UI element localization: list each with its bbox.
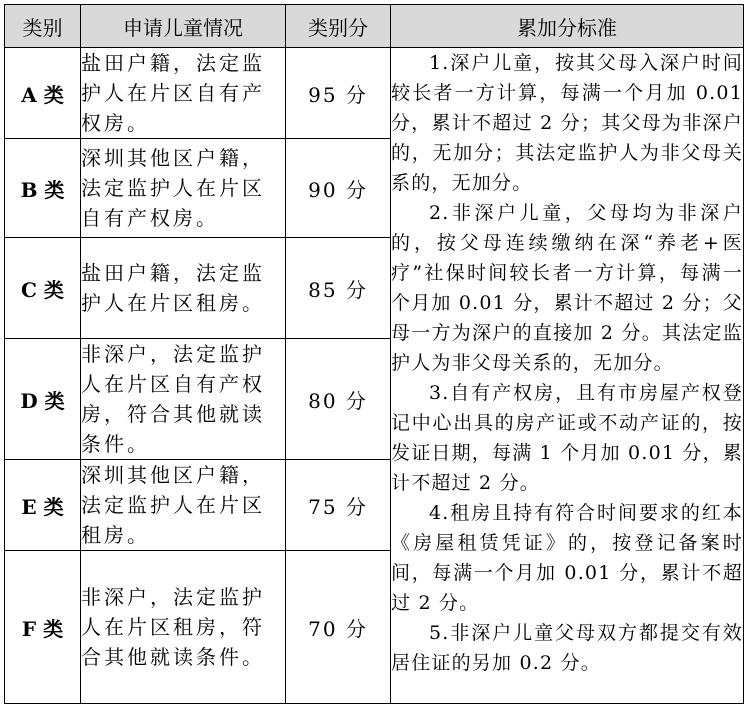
score-cell: 90 分 (286, 139, 391, 238)
bonus-rule: 3.自有产权房，且有市房屋产权登记中心出具的房产证或不动产证的，按发证日期，每满 1 个月加 0.01 分，累计不超过 2 分。 (391, 382, 743, 494)
situation-cell: 盐田户籍，法定监护人在片区租房。 (81, 238, 286, 339)
situation-cell: 非深户，法定监护人在片区自有产权房，符合其他就读条件。 (81, 339, 286, 460)
table-row (5, 48, 744, 139)
category-cell: D 类 (5, 339, 81, 460)
bonus-rule: 1.深户儿童，按其父母入深户时间较长者一方计算，每满一个月加 0.01 分，累计不超过 2 分；其父母为非深户的，无加分；其法定监护人为非父母关系的，无加分。 (391, 52, 743, 194)
header-bonus: 累加分标准 (391, 5, 744, 48)
bonus-rule: 2.非深户儿童，父母均为非深户的，按父母连续缴纳在深“养老+医疗”社保时间较长者一方计算，每满一个月加 0.01 分，累计不超过 2 分；父母一方为深户的直接加 2 分。其法定监护人为非父母关系的，无加分。 (391, 202, 743, 374)
header-category: 类别 (5, 5, 81, 48)
situation-cell: 深圳其他区户籍，法定监护人在片区租房。 (81, 460, 286, 551)
score-cell: 75 分 (286, 460, 391, 551)
category-cell: F 类 (5, 551, 81, 704)
category-cell: A 类 (5, 48, 81, 139)
score-cell: 80 分 (286, 339, 391, 460)
bonus-rules-cell (391, 48, 744, 704)
score-cell: 95 分 (286, 48, 391, 139)
category-cell: C 类 (5, 238, 81, 339)
header-score: 类别分 (286, 5, 391, 48)
score-cell: 85 分 (286, 238, 391, 339)
score-cell: 70 分 (286, 551, 391, 704)
bonus-rule: 4.租房且持有符合时间要求的红本《房屋租赁凭证》的，按登记备案时间，每满一个月加 0.01 分，累计不超过 2 分。 (391, 502, 743, 614)
situation-cell: 深圳其他区户籍，法定监护人在片区自有产权房。 (81, 139, 286, 238)
situation-cell: 盐田户籍，法定监护人在片区自有产权房。 (81, 48, 286, 139)
category-cell: B 类 (5, 139, 81, 238)
header-row (5, 5, 744, 48)
header-situation: 申请儿童情况 (81, 5, 286, 48)
bonus-rule: 5.非深户儿童父母双方都提交有效居住证的另加 0.2 分。 (391, 622, 743, 674)
situation-cell: 非深户，法定监护人在片区租房，符合其他就读条件。 (81, 551, 286, 704)
admission-score-table (4, 4, 744, 704)
category-cell: E 类 (5, 460, 81, 551)
